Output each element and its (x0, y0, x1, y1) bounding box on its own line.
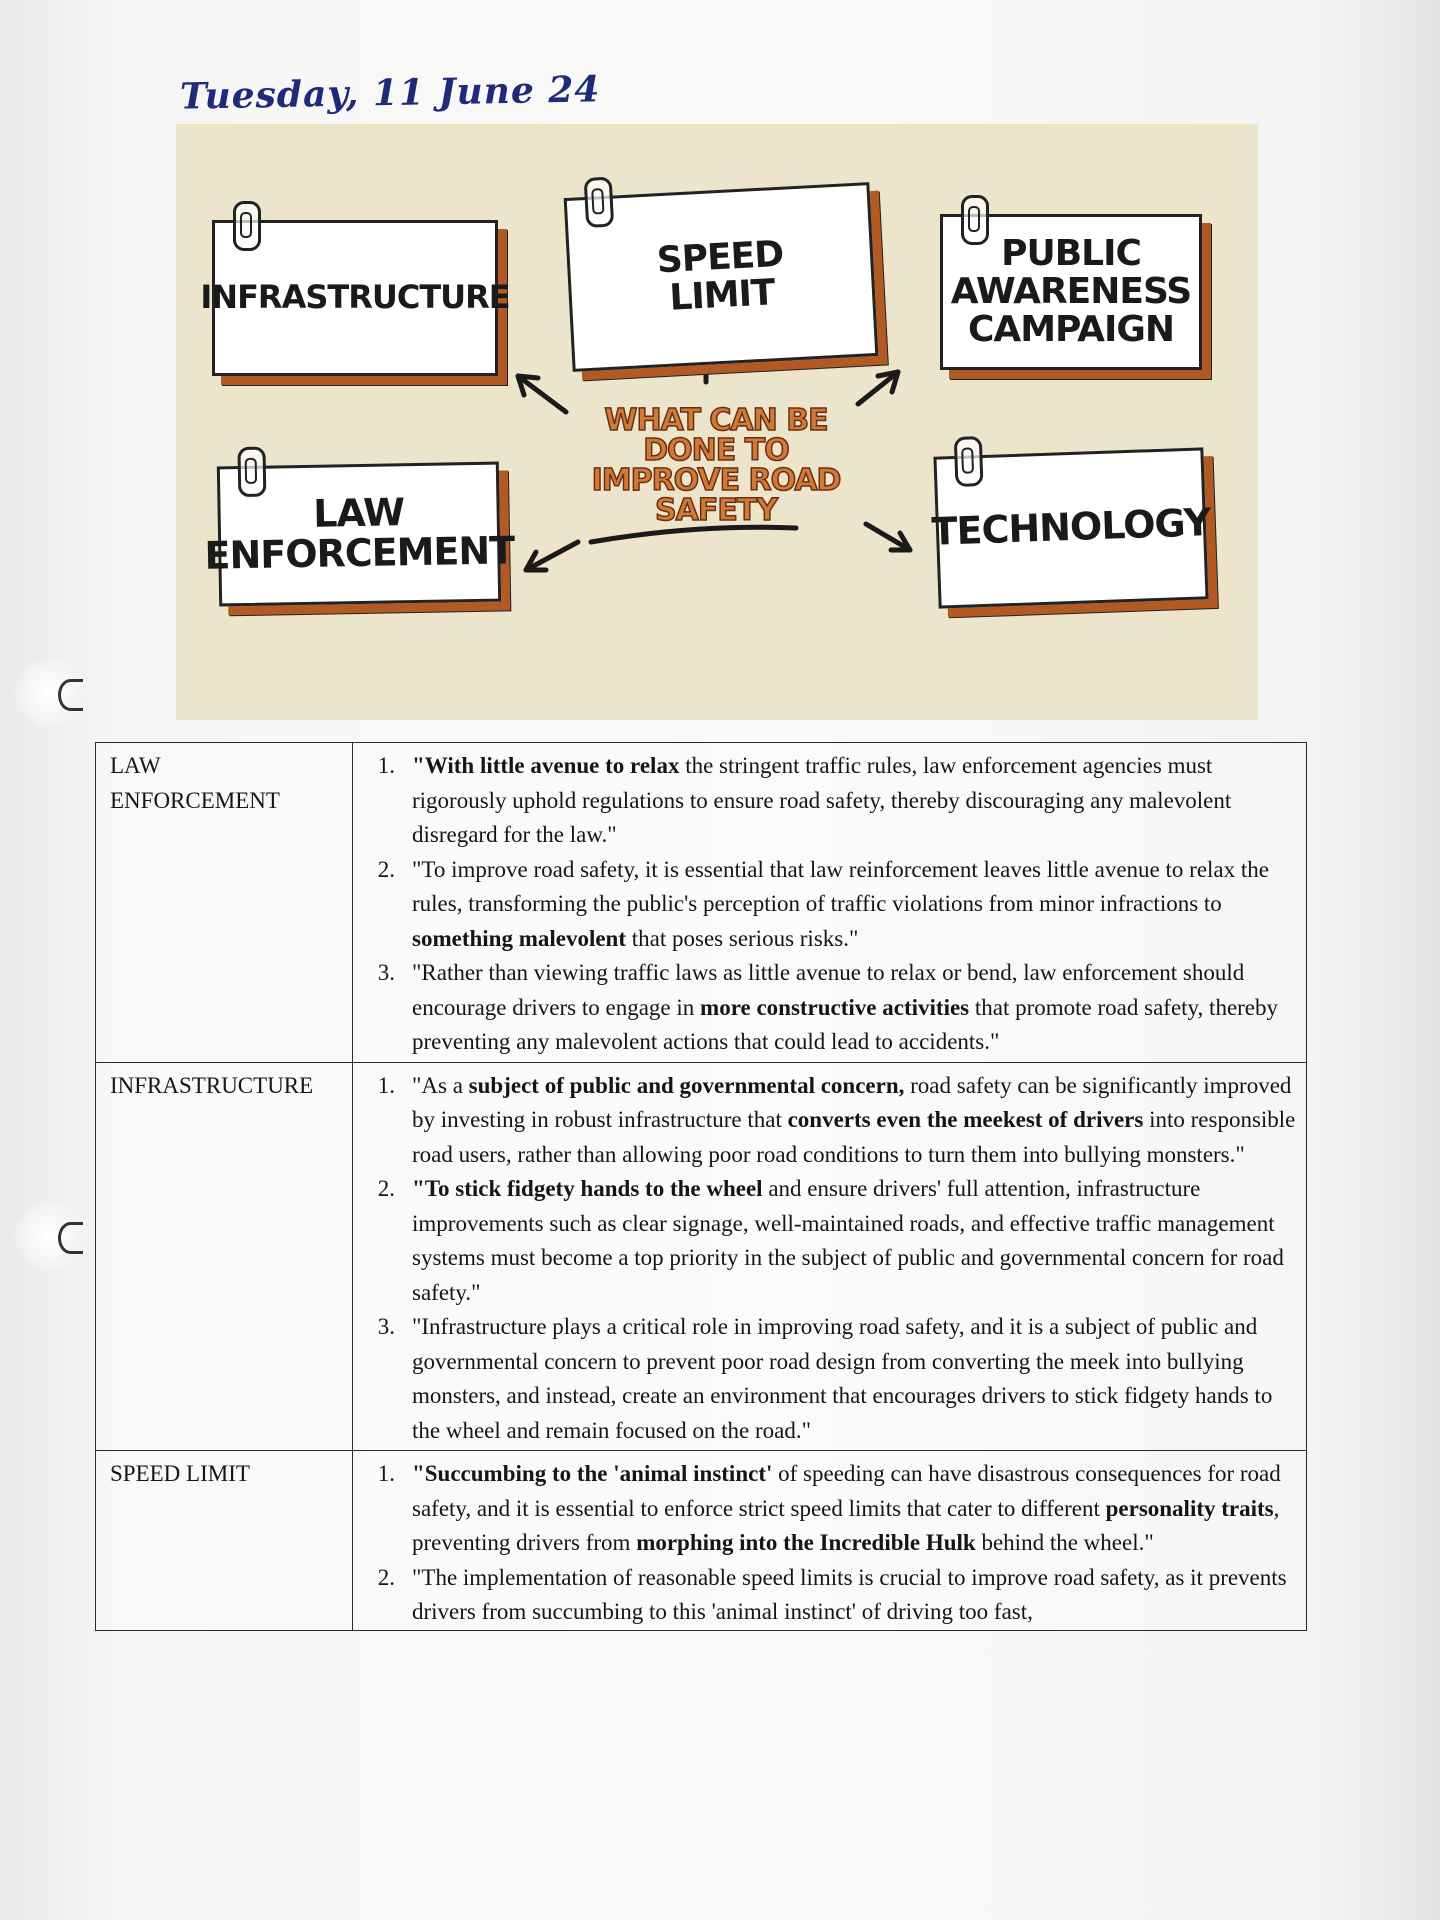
punch-hole-top (14, 657, 86, 729)
list-item: 2. "To improve road safety, it is essential that law reinforcement leaves little avenue to relax the rules, transforming the public's perception of traffic violations from minor infractions to something malevolent that poses serious risks." (377, 856, 1269, 951)
card-law-enforcement: LAW ENFORCEMENT (217, 462, 501, 607)
paperclip-icon (584, 177, 615, 228)
handwritten-date: Tuesday, 11 June 24 (179, 68, 601, 118)
topic-cell: SPEED LIMIT (96, 1451, 353, 1631)
quotes-cell (353, 1451, 1307, 1631)
notes-table (95, 742, 1307, 1631)
card-infrastructure: INFRASTRUCTURE (212, 220, 498, 376)
list-item: 1. "Succumbing to the 'animal instinct' of speeding can have disastrous consequences for road safety, and it is essential to enforce strict speed limits that cater to different personality traits, preventing drivers from morphing into the Incredible Hulk behind the wheel." (377, 1461, 1281, 1555)
punch-hole-bottom (14, 1200, 86, 1272)
paperclip-icon (237, 447, 266, 497)
card-technology: TECHNOLOGY (933, 447, 1208, 608)
list-item: 3. "Rather than viewing traffic laws as little avenue to relax or bend, law enforcement should encourage drivers to engage in more constructive activities that promote road safety, thereby preventing any malevolent actions that could lead to accidents." (377, 960, 1279, 1054)
topic-cell: LAW ENFORCEMENT (96, 743, 353, 1063)
quotes-cell (353, 743, 1307, 1063)
quotes-cell (353, 1062, 1307, 1451)
road-safety-infographic (176, 124, 1258, 720)
list-item: 2. "The implementation of reasonable speed limits is crucial to improve road safety, as it prevents drivers from succumbing to this 'animal instinct' of driving too fast, (377, 1564, 1287, 1624)
table-row-speed-limit (96, 1451, 1307, 1631)
list-item: 3. "Infrastructure plays a critical role in improving road safety, and it is a subject of public and governmental concern to prevent poor road design from converting the meek into bullying monsters, and instead, create an environment that encourages drivers to stick fidgety hands to the wheel and remain focused on the road." (377, 1314, 1273, 1443)
paperclip-icon (233, 201, 261, 251)
paperclip-icon (961, 195, 989, 245)
list-item: 2. "To stick fidgety hands to the wheel and ensure drivers' full attention, infrastructure improvements such as clear signage, well-maintained roads, and effective traffic management systems must become a top priority in the subject of public and governmental concern for road safety." (377, 1176, 1284, 1305)
card-speed-limit: SPEED LIMIT (564, 182, 879, 372)
table-row-infrastructure (96, 1062, 1307, 1451)
central-question: WHAT CAN BE DONE TO IMPROVE ROAD SAFETY (591, 403, 841, 528)
paperclip-icon (954, 436, 984, 487)
topic-cell: INFRASTRUCTURE (96, 1062, 353, 1451)
card-public-awareness: PUBLIC AWARENESS CAMPAIGN (940, 214, 1202, 370)
list-item: 1. "As a subject of public and governmental concern, road safety can be significantly improved by investing in robust infrastructure that converts even the meekest of drivers into responsible road users, rather than allowing poor road conditions to turn them into bullying monsters." (377, 1072, 1296, 1167)
table-row-law-enforcement (96, 743, 1307, 1063)
list-item: 1. "With little avenue to relax the stringent traffic rules, law enforcement agencies must rigorously uphold regulations to ensure road safety, thereby discouraging any malevolent disregard for the law." (377, 753, 1232, 847)
